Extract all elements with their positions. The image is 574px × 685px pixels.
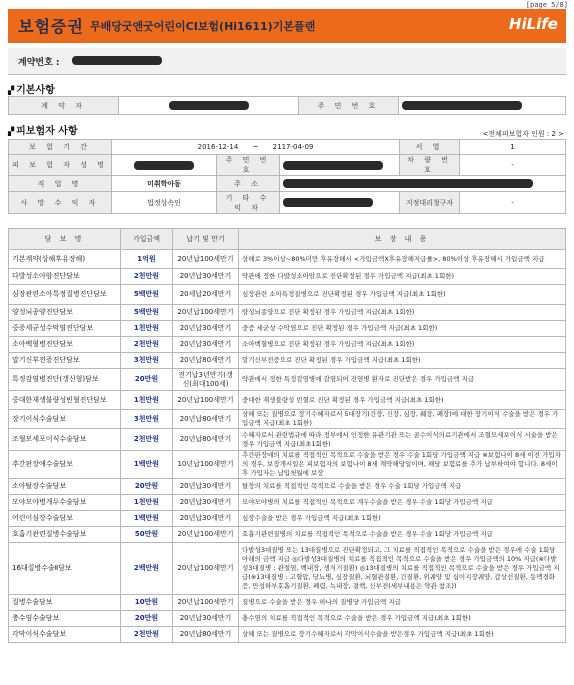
coverage-name: 소아백혈병진단담보 (9, 337, 121, 353)
coverage-period: 20년납30세만기 (173, 337, 239, 353)
other-beneficiary-label: 기 타 수 익 자 (217, 192, 280, 214)
redacted-insured-id (283, 161, 383, 170)
coverage-amount: 20만원 (121, 611, 173, 627)
section-marker-icon: ▞ (8, 86, 15, 95)
other-beneficiary-value (280, 192, 400, 214)
page-label: [page 5/8] (525, 1, 568, 9)
period-label: 보 험 기 간 (9, 140, 112, 155)
coverage-name: 16대질병수술Ⅱ담보 (9, 543, 121, 595)
coverage-description: 심장수술을 받은 경우 가입금액 지급(최초 1회한) (239, 511, 566, 527)
insured-id-label: 주 민 번 호 (217, 155, 280, 176)
coverage-description: 추간판장애의 치료를 직접적인 목적으로 수술을 받은 경우 수술 1회당 가입금액 지급 ※보험나이 8세 이전 가입자의 경우, 보장개시일은 피보험자의 보험나이 8세 계약해당일이며, 해당 보험료를 추가 납부하여야 합니다. 8세이후 가입자는 납입첫월에 보장 (239, 451, 566, 479)
coverage-name: 양성뇌종양진단담보 (9, 305, 121, 321)
coverage-description: 말기신부전증으로 진단 확정된 경우 가입금액 지급(최초 1회한) (239, 353, 566, 369)
coverage-row (9, 305, 566, 321)
coverage-period: 10년납100세만기 (173, 451, 239, 479)
redacted-contract-number (72, 56, 162, 65)
coverage-amount: 2천만원 (121, 627, 173, 643)
coverage-period: 20년납100세만기 (173, 595, 239, 611)
period-value (112, 140, 400, 155)
beneficiary-value: 법정상속인 (112, 192, 217, 214)
redacted-holder-name (169, 101, 249, 110)
coverage-row (9, 611, 566, 627)
coverage-table (8, 228, 566, 643)
contract-number-label: 계약번호 : (18, 58, 60, 68)
coverage-name: 추간판장애수술담보 (9, 451, 121, 479)
insured-id-value (280, 155, 400, 176)
coverage-name: 소아탈장수술담보 (9, 479, 121, 495)
coverage-amount: 3천만원 (121, 353, 173, 369)
coverage-description: 충수염의 치료를 직접적인 목적으로 수술을 받은 경우 가입금액 지급(최초 1회한) (239, 611, 566, 627)
coverage-description: 상해 또는 질병으로 장기수혜자로서 5대장기(간장, 신장, 심장, 췌장, 폐장)에 대한 장기이식 수술을 받은 경우 가입금액 지급(최초 1회한) (239, 410, 566, 429)
hilife-logo: HiLife (508, 15, 558, 33)
vehicle-label: 차 량 번 호 (400, 155, 460, 176)
coverage-amount: 2백만원 (121, 543, 173, 595)
coverage-name: 충수염수술담보 (9, 611, 121, 627)
coverage-amount: 5백만원 (121, 305, 173, 321)
coverage-header-description: 보 장 내 용 (239, 229, 566, 250)
coverage-period: 20년납100세만기 (173, 305, 239, 321)
coverage-description: 양성뇌종양으로 진단 확정된 경우 가입금액 지급(최초 1회한) (239, 305, 566, 321)
coverage-period: 20년납100세만기 (173, 527, 239, 543)
coverage-amount: 2천만원 (121, 337, 173, 353)
coverage-name: 기본계약(상해후유장해) (9, 250, 121, 269)
coverage-row (9, 495, 566, 511)
coverage-name: 말기신부전증진단담보 (9, 353, 121, 369)
coverage-amount: 5백만원 (121, 285, 173, 305)
coverage-amount: 50만원 (121, 527, 173, 543)
coverage-row (9, 353, 566, 369)
coverage-amount: 1천만원 (121, 391, 173, 410)
coverage-row (9, 429, 566, 451)
vehicle-value: - (460, 155, 566, 176)
coverage-row (9, 250, 566, 269)
coverage-period: 20년납80세만기 (173, 410, 239, 429)
coverage-amount: 1백만원 (121, 511, 173, 527)
coverage-description: 상해 또는 질병으로 장기수혜자로서 각막이식수술을 받은경우 가입금액 지급(최초 1회한) (239, 627, 566, 643)
coverage-description: 중증 세균성 수막염으로 진단 확정된 경우 가입금액 지급(최초 1회한) (239, 321, 566, 337)
agent-label: 지정대리청구자 (400, 192, 460, 214)
coverage-name: 중대한재생불량성빈혈진단담보 (9, 391, 121, 410)
coverage-description: 호흡기관련질병의 치료를 직접적인 목적으로 수술을 받은 경우 수술 1회당 가입금액 지급 (239, 527, 566, 543)
coverage-amount: 1백만원 (121, 451, 173, 479)
certificate-title: 보험증권 (18, 17, 84, 36)
coverage-name: 장기이식수술담보 (9, 410, 121, 429)
coverage-row (9, 269, 566, 285)
holder-id-value (399, 97, 566, 115)
coverage-row (9, 410, 566, 429)
coverage-period: 20년납30세만기 (173, 269, 239, 285)
coverage-amount: 1천만원 (121, 495, 173, 511)
insured-name-value (112, 155, 217, 176)
redacted-other-beneficiary (283, 198, 373, 207)
coverage-amount: 20만원 (121, 479, 173, 495)
coverage-description: 모야모야병의 치료를 직접적인 목적으로 개두수술을 받은 경우 수술 1회당 가입금액 지급 (239, 495, 566, 511)
coverage-row (9, 595, 566, 611)
coverage-period: 20년납100세만기 (173, 391, 239, 410)
insured-count-note: <전체피보험자 인원 : 2 > (482, 130, 564, 138)
coverage-name: 모야모야병개두수술담보 (9, 495, 121, 511)
beneficiary-label: 사 망 수 익 자 (9, 192, 112, 214)
coverage-period: 전기납3년만기(갱신(최대100세) (173, 369, 239, 391)
coverage-description: 탈장의 치료를 직접적인 목적으로 수술을 받은 경우 수술 1회당 가입금액 지급 (239, 479, 566, 495)
coverage-name: 질병수술담보 (9, 595, 121, 611)
coverage-table-body (9, 250, 566, 643)
coverage-row (9, 451, 566, 479)
coverage-name: 다발성소아암진단담보 (9, 269, 121, 285)
coverage-name: 어린이심장수술담보 (9, 511, 121, 527)
coverage-description: 약관에 정한 다발성소아암으로 진단확정된 경우 가입금액 지급(최초 1회한) (239, 269, 566, 285)
redacted-insured-name (134, 161, 194, 170)
coverage-description: 질병으로 수술을 받은 경우 하나의 질병당 가입금액 지급 (239, 595, 566, 611)
period-separator: ~ (252, 143, 259, 151)
contract-number-row (8, 48, 566, 75)
coverage-row (9, 627, 566, 643)
coverage-row (9, 543, 566, 595)
coverage-description: 심장관련 소아특정질병으로 진단확정된 경우 가입금액 지급(최초 1회한) (239, 285, 566, 305)
holder-id-label: 주 민 번 호 (299, 97, 399, 115)
coverage-header-period: 납기 및 만기 (173, 229, 239, 250)
coverage-name: 중증세균성수막염진단담보 (9, 321, 121, 337)
address-value (280, 176, 566, 192)
coverage-header-amount: 가입금액 (121, 229, 173, 250)
coverage-period: 20년납30세만기 (173, 479, 239, 495)
insured-table (8, 139, 566, 214)
coverage-description: 수혜자로서 관련법규에 따라 정부에서 인정한 유관기관 또는 골수이식의료기관에서 조혈모세포이식 시술을 받은 경우 가입금액 지급(최초1회한) (239, 429, 566, 451)
coverage-period: 20년납100세만기 (173, 250, 239, 269)
period-start: 2016-12-14 (197, 143, 239, 151)
coverage-period: 20세납20세만기 (173, 285, 239, 305)
coverage-row (9, 369, 566, 391)
coverage-name: 각막이식수술담보 (9, 627, 121, 643)
certificate-header (8, 9, 566, 43)
coverage-description: 중대한 재생불량성 빈혈로 진단 확정된 경우 가입금액 지급(최초 1회한) (239, 391, 566, 410)
coverage-amount: 10만원 (121, 595, 173, 611)
redacted-holder-id (402, 101, 522, 110)
coverage-amount: 20만원 (121, 369, 173, 391)
order-value: 1 (460, 140, 566, 155)
coverage-row (9, 527, 566, 543)
insured-section-title: ▞ 피보험자 사항 (8, 126, 78, 137)
holder-value (119, 97, 299, 115)
coverage-header-name: 담 보 명 (9, 229, 121, 250)
redacted-address (283, 179, 533, 188)
coverage-name: 호흡기관련질병수술담보 (9, 527, 121, 543)
holder-label: 계 약 자 (9, 97, 119, 115)
coverage-period: 20년납80세만기 (173, 429, 239, 451)
job-value: 미취학아동 (112, 176, 217, 192)
insured-name-label: 피 보 험 자 성 명 (9, 155, 112, 176)
policyholder-section-title: ▞ 기본사항 (8, 85, 55, 96)
coverage-period: 20년납80세만기 (173, 627, 239, 643)
coverage-period: 20년납80세만기 (173, 353, 239, 369)
job-label: 직 업 명 (9, 176, 112, 192)
policyholder-table (8, 96, 566, 115)
coverage-period: 20년납30세만기 (173, 321, 239, 337)
coverage-row (9, 337, 566, 353)
coverage-period: 20년납100세만기 (173, 543, 239, 595)
coverage-row (9, 321, 566, 337)
coverage-period: 20년납30세만기 (173, 495, 239, 511)
coverage-row (9, 479, 566, 495)
coverage-description: 약관에서 정한 특정감염병에 감염되어 전염병 환자로 진단받은 경우 가입금액 지급 (239, 369, 566, 391)
coverage-description: 소아백혈병으로 진단 확정된 경우 가입금액 지급(최초 1회한) (239, 337, 566, 353)
coverage-amount: 1억원 (121, 250, 173, 269)
order-label: 서 열 (400, 140, 460, 155)
period-end: 2117-04-09 (272, 143, 314, 151)
plan-name: 무배당굿앤굿어린이CI보험(Hi1611)기본플랜 (90, 20, 316, 33)
coverage-amount: 2천만원 (121, 269, 173, 285)
section-marker-icon: ▞ (8, 127, 15, 136)
coverage-description: 상해로 3%이상~80%미만 후유장해시 <가입금액X후유장해지급률>, 80%이상 후유장해시 가입금액 지급 (239, 250, 566, 269)
coverage-description: 다발성3대질병 또는 13대질병으로 진단확정되고, 그 치료를 직접적인 목적으로 수술을 받은 경우에 수술 1회당 아래의 금액 지급 ◎다발성3대질병의 치료를 직접적인 목적으로 수술을 받은 경우 가입금액의 10% 지급(※다발성3대질병 : 관절염, 백내장, 생식기질환) ◎13대질병의 치료를 직접적인 목적으로 수술을 받은 경우 가입금액 지급(※13대질병 : 고혈압, 당뇨병, 심장질환, 뇌혈관질환, 간질환, 위궤양 및 십이지장궤양, 갑상선질환, 동맥경화증, 만성하부호흡기질환, 폐렴, 녹내장, 결핵, 신부전(세부내용은 약관 참조)) (239, 543, 566, 595)
coverage-name: 특정감염병진단(갱신형)담보 (9, 369, 121, 391)
address-label: 주 소 (217, 176, 280, 192)
coverage-amount: 1천만원 (121, 321, 173, 337)
coverage-row (9, 391, 566, 410)
coverage-name: 심장관련소아특정질병진단담보 (9, 285, 121, 305)
coverage-row (9, 285, 566, 305)
agent-value: - (460, 192, 566, 214)
coverage-period: 20년납30세만기 (173, 611, 239, 627)
coverage-row (9, 511, 566, 527)
coverage-name: 조혈모세포이식수술담보 (9, 429, 121, 451)
coverage-amount: 2천만원 (121, 429, 173, 451)
coverage-amount: 3천만원 (121, 410, 173, 429)
coverage-period: 20년납30세만기 (173, 511, 239, 527)
